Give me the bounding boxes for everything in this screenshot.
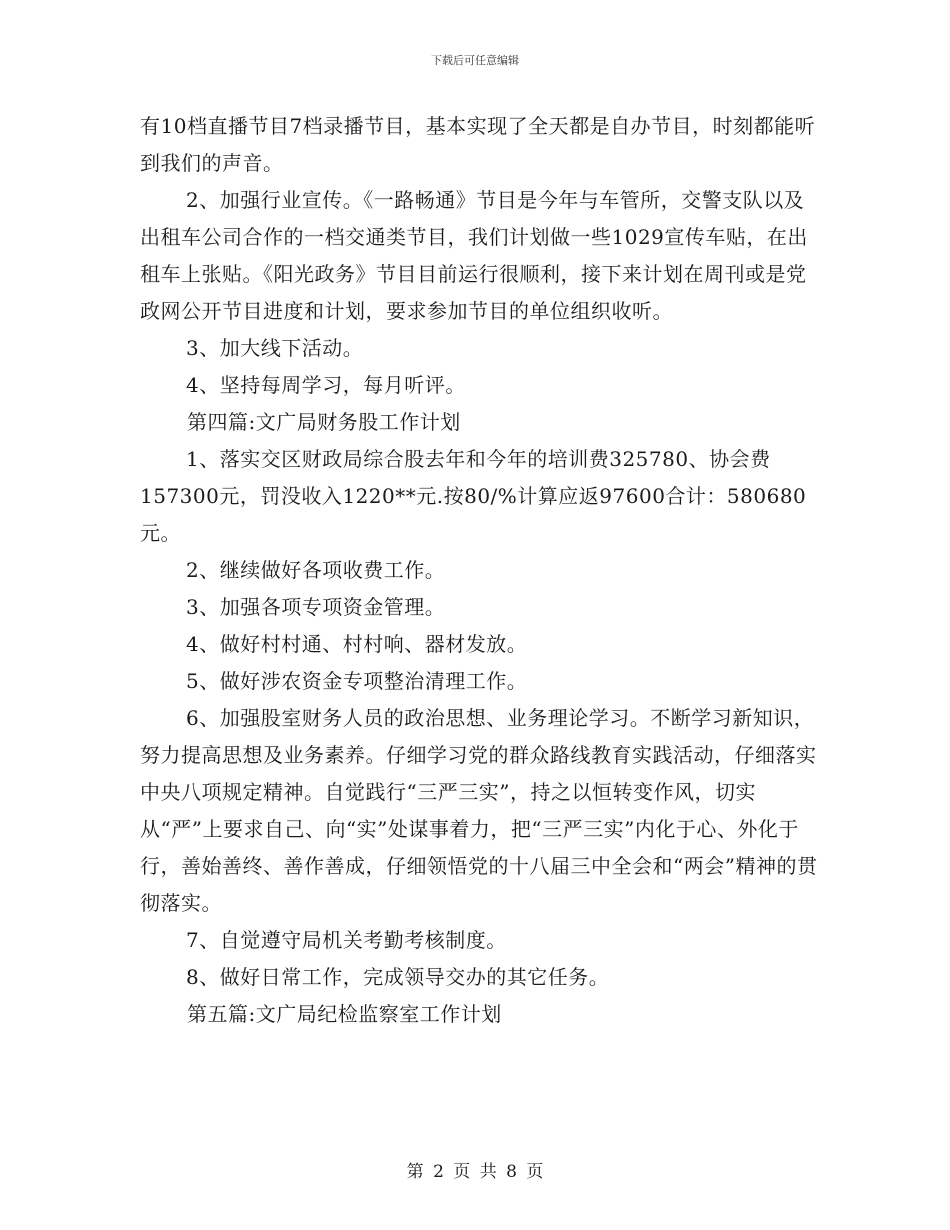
paragraph-item-3: 3、加大线下活动。 — [186, 336, 364, 360]
document-body — [140, 108, 820, 1033]
section-heading-4: 第四篇:文广局财务股工作计划 — [187, 410, 461, 434]
paragraph-finance-2: 2、继续做好各项收费工作。 — [186, 558, 446, 582]
paragraph-item-2: 2、加强行业宣传。《一路畅通》节目是今年与车管所，交警支队以及出租车公司合作的一档交通类节目，我们计划做一些1029宣传车贴，在出租车上张贴。《阳光政务》节目目前运行很顺利，接下来计划在周刊或是党政网公开节目进度和计划，要求参加节目的单位组织收听。 — [140, 188, 808, 323]
paragraph-finance-4: 4、做好村村通、村村响、器材发放。 — [186, 632, 528, 656]
paragraph-finance-1: 1、落实交区财政局综合股去年和今年的培训费325780、协会费157300元，罚没收入1220**元.按80/%计算应返97600合计：580680元。 — [140, 447, 807, 545]
paragraph-item-4: 4、坚持每周学习，每月听评。 — [186, 373, 466, 397]
page-header-note: 下载后可任意编辑 — [431, 54, 519, 67]
paragraph-finance-8: 8、做好日常工作，完成领导交办的其它任务。 — [186, 965, 610, 989]
paragraph-finance-7: 7、自觉遵守局机关考勤考核制度。 — [186, 928, 507, 952]
paragraph-finance-6: 6、加强股室财务人员的政治思想、业务理论学习。不断学习新知识，努力提高思想及业务素养。仔细学习党的群众路线教育实践活动，仔细落实中央八项规定精神。自觉践行“三严三实”，持之以恒转变作风，切实从“严”上要求自己、向“实”处谋事着力，把“三严三实”内化于心、外化于行，善始善终、善作善成，仔细领悟党的十八届三中全会和“两会”精神的贯彻落实。 — [140, 706, 818, 915]
section-heading-5: 第五篇:文广局纪检监察室工作计划 — [187, 1002, 502, 1026]
paragraph-continuation: 有10档直播节目7档录播节目，基本实现了全天都是自办节目，时刻都能听到我们的声音。 — [140, 114, 816, 175]
page-number: 第 2 页 共 8 页 — [406, 1162, 544, 1182]
paragraph-finance-5: 5、做好涉农资金专项整治清理工作。 — [186, 669, 528, 693]
paragraph-finance-3: 3、加强各项专项资金管理。 — [186, 595, 446, 619]
